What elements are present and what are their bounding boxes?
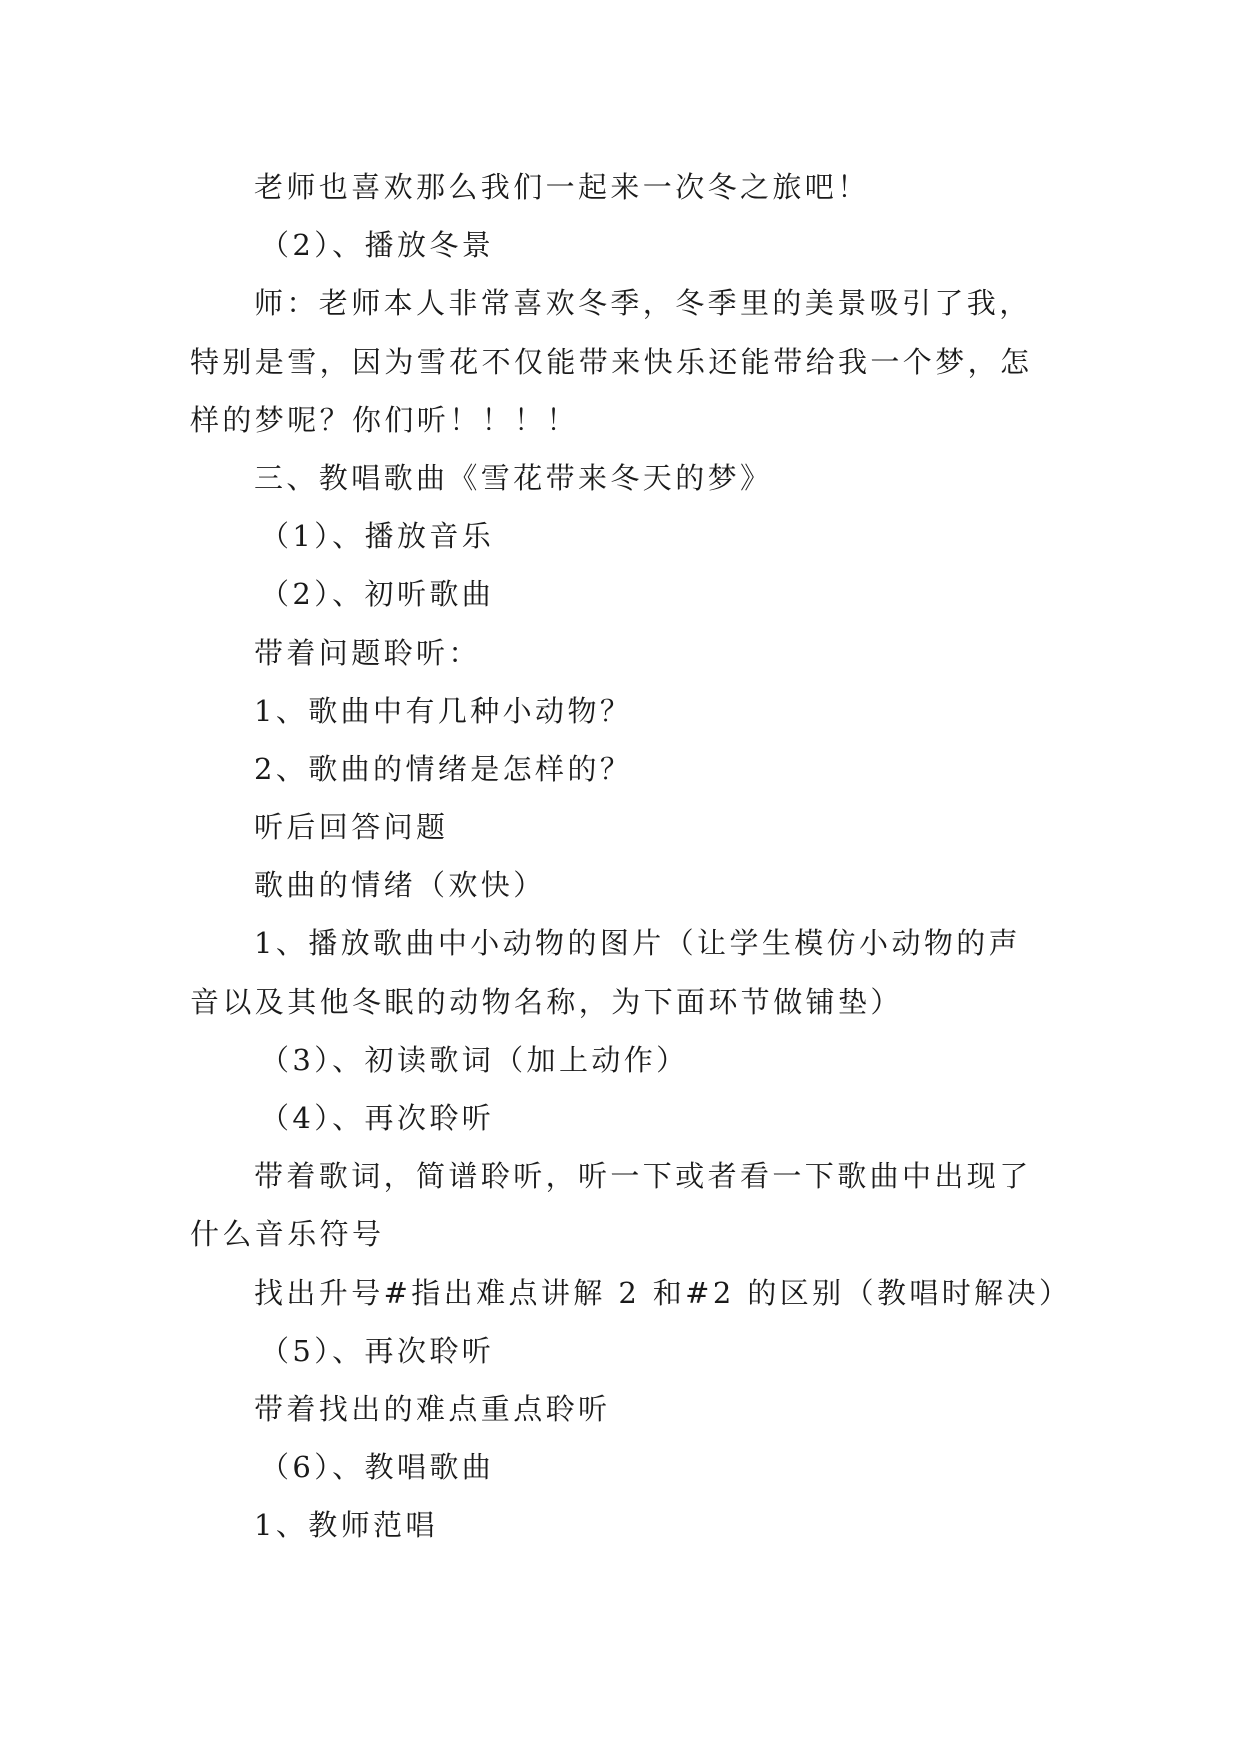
text-line: 歌曲的情绪（欢快） [254, 868, 546, 903]
document-body [190, 158, 1070, 1555]
text-line: 带着找出的难点重点聆听 [254, 1391, 611, 1426]
text-line: 老师也喜欢那么我们一起来一次冬之旅吧！ [254, 170, 870, 204]
text-line: 找出升号#指出难点讲解 2 和#2 的区别（教唱时解决） [254, 1275, 1072, 1310]
text-line: 带着问题聆听： [254, 635, 481, 670]
text-line: （2）、初听歌曲 [260, 577, 495, 612]
text-line: 听后回答问题 [254, 810, 449, 845]
text-line: 1、歌曲中有几种小动物？ [254, 693, 633, 728]
text-line: 音以及其他冬眠的动物名称，为下面环节做铺垫） [190, 984, 903, 1019]
text-line: （5）、再次聆听 [260, 1333, 495, 1368]
text-line: 2、歌曲的情绪是怎样的？ [254, 751, 633, 786]
section-heading: 三、教唱歌曲《雪花带来冬天的梦》 [254, 460, 773, 495]
text-line: 1、教师范唱 [254, 1508, 438, 1543]
text-line: 样的梦呢？你们听！！！！ [190, 402, 579, 437]
text-line: 特别是雪，因为雪花不仅能带来快乐还能带给我一个梦，怎 [190, 344, 1033, 379]
text-line: 什么音乐符号 [190, 1217, 385, 1252]
text-line: （4）、再次聆听 [260, 1101, 495, 1135]
text-line: 1、播放歌曲中小动物的图片（让学生模仿小动物的声 [254, 926, 1022, 961]
text-line: 带着歌词，简谱聆听，听一下或者看一下歌曲中出现了 [254, 1159, 1032, 1194]
text-line: 师：老师本人非常喜欢冬季，冬季里的美景吸引了我， [254, 286, 1032, 321]
text-line: （6）、教唱歌曲 [260, 1450, 495, 1485]
text-line: （3）、初读歌词（加上动作） [260, 1042, 689, 1077]
text-line: （2）、播放冬景 [260, 228, 495, 263]
text-line: （1）、播放音乐 [260, 519, 495, 554]
